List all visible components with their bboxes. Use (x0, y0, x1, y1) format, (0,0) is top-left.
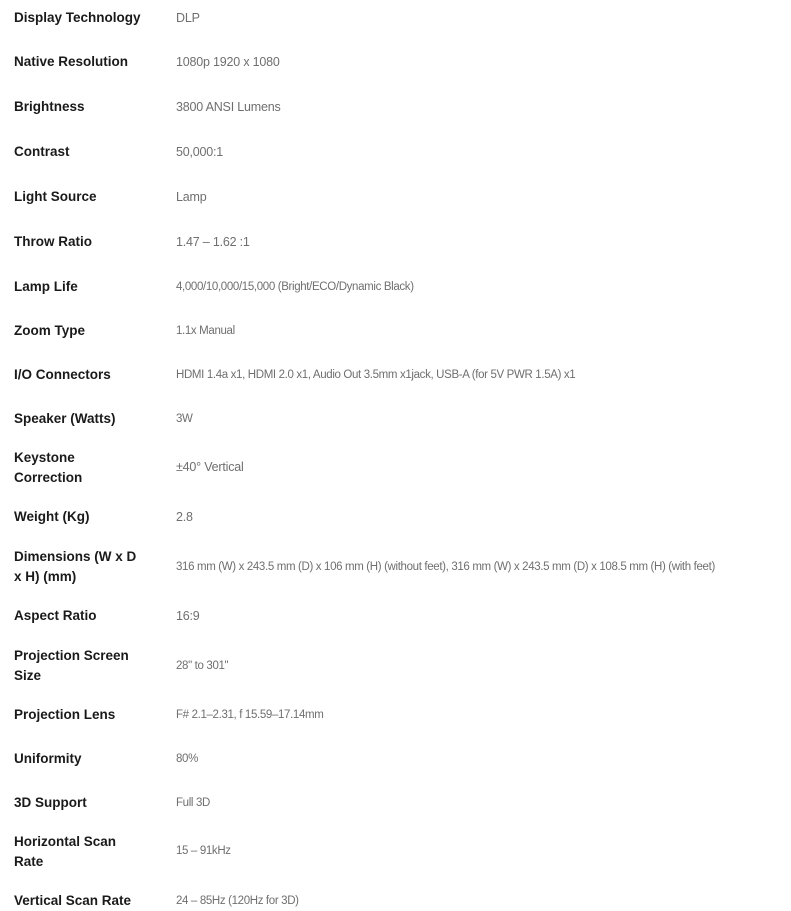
spec-value: 2.8 (176, 510, 193, 524)
spec-value: 80% (176, 753, 198, 765)
spec-label: Weight (Kg) (14, 509, 90, 524)
spec-value: 1080p 1920 x 1080 (176, 55, 280, 69)
spec-label: Contrast (14, 144, 70, 159)
spec-value: 3800 ANSI Lumens (176, 100, 281, 114)
spec-value: HDMI 1.4a x1, HDMI 2.0 x1, Audio Out 3.5mm x1jack, USB-A (for 5V PWR 1.5A) x1 (176, 369, 576, 381)
spec-value: Lamp (176, 190, 207, 204)
spec-value: 28" to 301" (176, 660, 229, 672)
spec-label: Brightness (14, 99, 85, 114)
spec-label: Display Technology (14, 10, 141, 25)
spec-value: Full 3D (176, 797, 210, 809)
spec-value: 16:9 (176, 609, 200, 623)
spec-row-contrast (0, 142, 791, 162)
spec-value: 3W (176, 413, 193, 425)
spec-label: Zoom Type (14, 323, 86, 338)
spec-label: Native Resolution (14, 54, 129, 69)
spec-label: 3D Support (14, 795, 87, 810)
spec-row-weight (0, 507, 791, 527)
spec-row-speaker (0, 409, 791, 429)
spec-value: ±40° Vertical (176, 460, 244, 474)
spec-row-native-resolution (0, 52, 791, 72)
spec-value: 1.47 – 1.62 :1 (176, 235, 250, 249)
spec-value: F# 2.1–2.31, f 15.59–17.14mm (176, 709, 324, 721)
spec-row-uniformity (0, 749, 791, 769)
spec-label: Horizontal Scan Rate (14, 834, 117, 869)
spec-value: 4,000/10,000/15,000 (Bright/ECO/Dynamic Black) (176, 281, 414, 293)
spec-row-vertical-scan-rate (0, 891, 791, 911)
spec-label: Throw Ratio (14, 234, 92, 249)
spec-value: 50,000:1 (176, 145, 224, 159)
spec-row-display-technology (0, 8, 791, 28)
spec-row-throw-ratio (0, 232, 791, 252)
spec-row-zoom-type (0, 321, 791, 341)
spec-label: Vertical Scan Rate (14, 893, 132, 908)
spec-row-brightness (0, 97, 791, 117)
spec-value: DLP (176, 11, 200, 25)
spec-value: 1.1x Manual (176, 325, 235, 337)
spec-value: 24 – 85Hz (120Hz for 3D) (176, 895, 299, 907)
spec-value: 15 – 91kHz (176, 845, 231, 857)
spec-row-projection-screen-size (0, 646, 791, 686)
spec-label: Speaker (Watts) (14, 411, 116, 426)
spec-label: I/O Connectors (14, 367, 111, 382)
spec-row-3d-support (0, 793, 791, 813)
spec-row-io-connectors (0, 365, 791, 385)
spec-label: Projection Screen Size (14, 648, 129, 683)
spec-label: Dimensions (W x D x H) (mm) (14, 549, 137, 584)
spec-label: Keystone Correction (14, 450, 83, 485)
spec-value: 316 mm (W) x 243.5 mm (D) x 106 mm (H) (without feet), 316 mm (W) x 243.5 mm (D) x 108.5 mm (H) (with feet) (176, 561, 715, 573)
spec-row-lamp-life (0, 277, 791, 297)
spec-label: Uniformity (14, 751, 82, 766)
spec-label: Projection Lens (14, 707, 116, 722)
spec-label: Aspect Ratio (14, 608, 97, 623)
spec-row-aspect-ratio (0, 606, 791, 626)
spec-row-keystone-correction (0, 448, 791, 488)
spec-row-horizontal-scan-rate (0, 832, 791, 872)
spec-label: Light Source (14, 189, 97, 204)
spec-label: Lamp Life (14, 279, 78, 294)
spec-row-light-source (0, 187, 791, 207)
spec-row-projection-lens (0, 705, 791, 725)
spec-row-dimensions (0, 547, 791, 587)
